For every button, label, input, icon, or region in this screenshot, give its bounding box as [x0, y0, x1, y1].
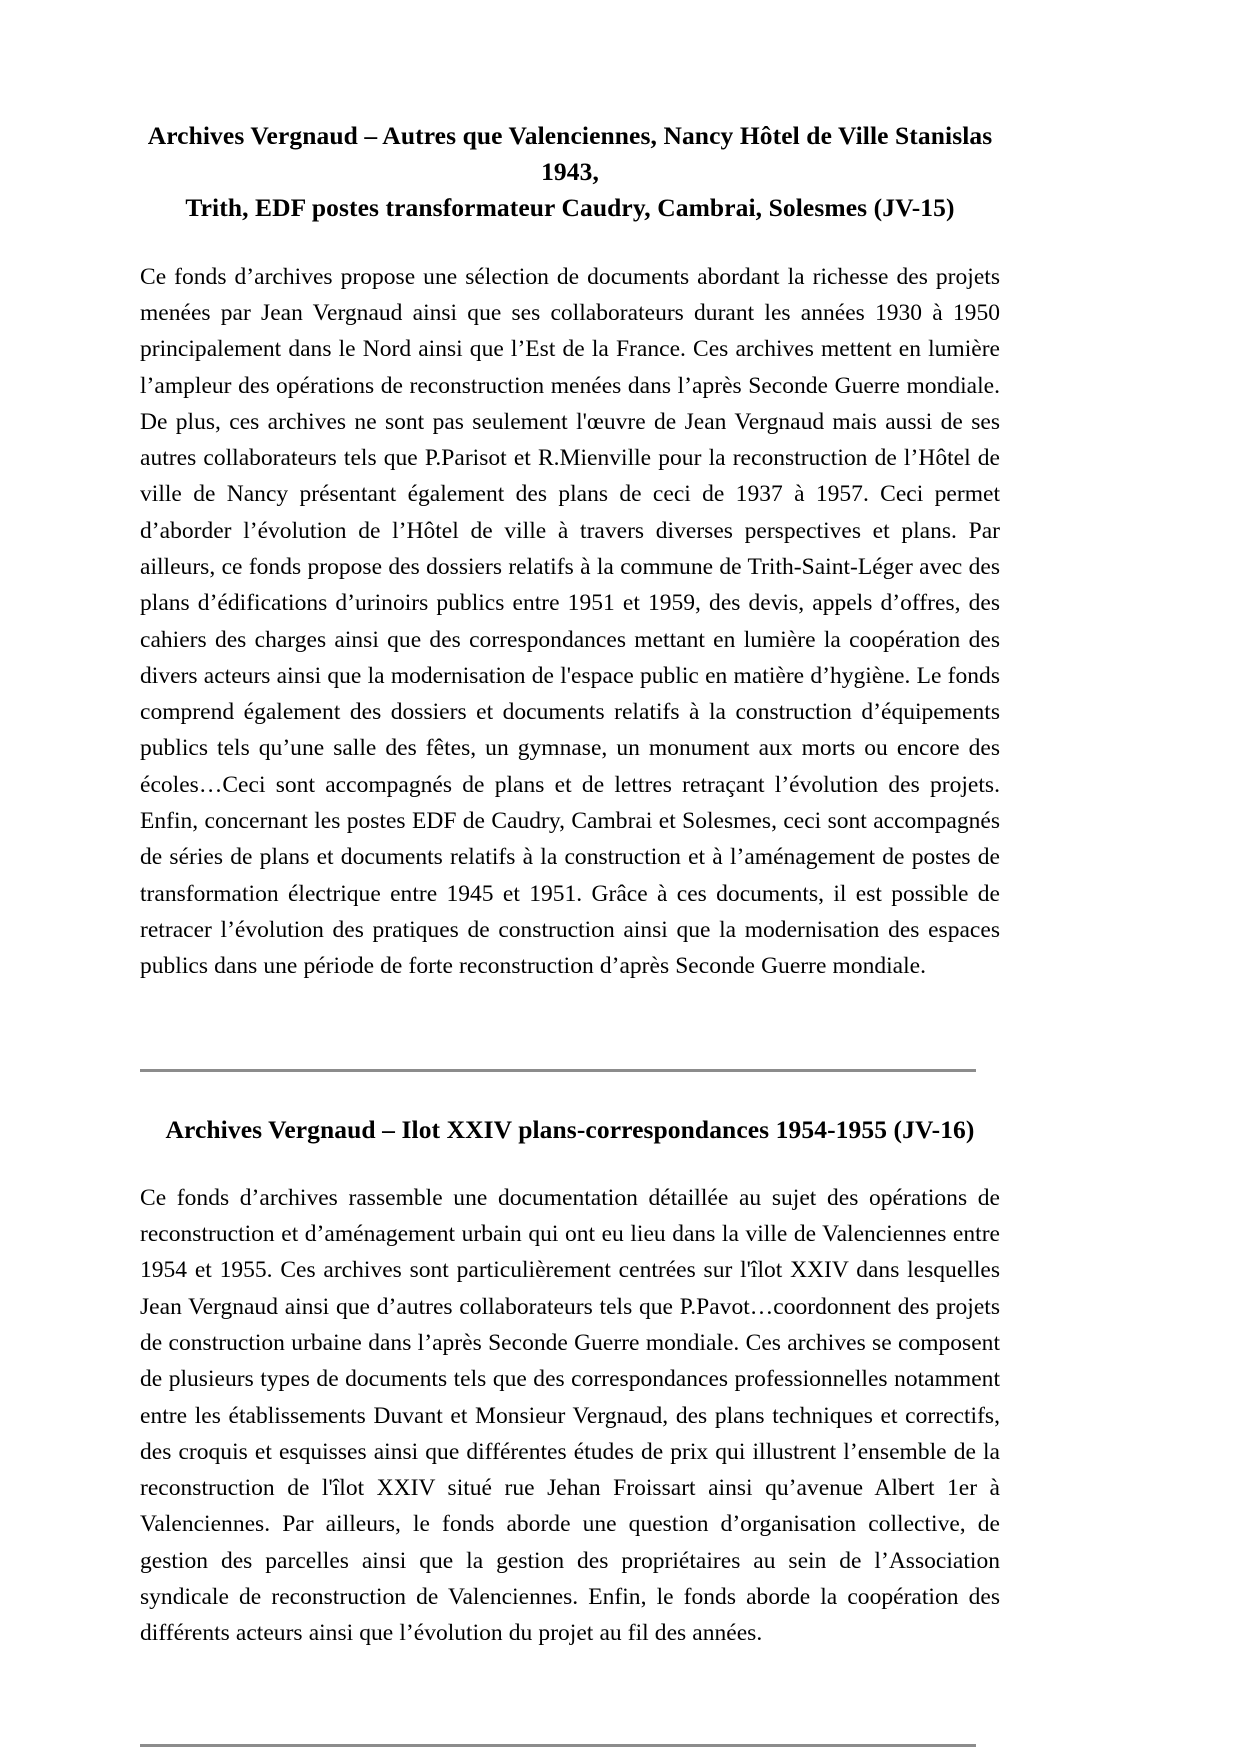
- section-title-line-1: Archives Vergnaud – Autres que Valenciennes, Nancy Hôtel de Ville Stanislas 1943,: [147, 121, 993, 187]
- section-jv-16: [140, 1112, 1000, 1652]
- section-body-jv-15: Ce fonds d’archives propose une sélection de documents abordant la richesse des projets menées par Jean Vergnaud ainsi que ses collaborateurs durant les années 1930 à 1950 principalement dans le Nord ainsi que l’Est de la France. Ces archives mettent en lumière l’ampleur des opérations de reconstruction menées dans l’après Seconde Guerre mondiale. De plus, ces archives ne sont pas seulement l'œuvre de Jean Vergnaud mais aussi de ses autres collaborateurs tels que P.Parisot et R.Mienville pour la reconstruction de l’Hôtel de ville de Nancy présentant également des plans de ceci de 1937 à 1957. Ceci permet d’aborder l’évolution de l’Hôtel de ville à travers diverses perspectives et plans. Par ailleurs, ce fonds propose des dossiers relatifs à la commune de Trith-Saint-Léger avec des plans d’édifications d’urinoirs publics entre 1951 et 1959, des devis, appels d’offres, des cahiers des charges ainsi que des correspondances mettant en lumière la coopération des divers acteurs ainsi que la modernisation de l'espace public en matière d’hygiène. Le fonds comprend également des dossiers et documents relatifs à la construction d’équipements publics tels qu’une salle des fêtes, un gymnase, un monument aux morts ou encore des écoles…Ceci sont accompagnés de plans et de lettres retraçant l’évolution des projets. Enfin, concernant les postes EDF de Caudry, Cambrai et Solesmes, ceci sont accompagnés de séries de plans et documents relatifs à la construction et à l’aménagement de postes de transformation électrique entre 1945 et 1951. Grâce à ces documents, il est possible de retracer l’évolution des pratiques de construction ainsi que la modernisation des espaces publics dans une période de forte reconstruction d’après Seconde Guerre mondiale.: [140, 263, 1000, 980]
- spacer-after-section-1: [140, 985, 1102, 1069]
- section-title-jv-15: [140, 118, 1000, 227]
- section-jv-15: [140, 118, 1000, 985]
- section-title-line-1: Archives Vergnaud – Ilot XXIV plans-correspondances 1954-1955 (JV-16): [165, 1114, 975, 1144]
- section-title-line-2: Trith, EDF postes transformateur Caudry, Cambrai, Solesmes (JV-15): [185, 193, 955, 223]
- section-title-jv-16: [140, 1112, 1000, 1148]
- spacer-after-divider-1: [140, 1072, 1102, 1112]
- section-body-jv-16: Ce fonds d’archives rassemble une documentation détaillée au sujet des opérations de reconstruction et d’aménagement urbain qui ont eu lieu dans la ville de Valenciennes entre 1954 et 1955. Ces archives sont particulièrement centrées sur l'îlot XXIV dans lesquelles Jean Vergnaud ainsi que d’autres collaborateurs tels que P.Pavot…coordonnent des projets de construction urbaine dans l’après Seconde Guerre mondiale. Ces archives se composent de plusieurs types de documents tels que des correspondances professionnelles notamment entre les établissements Duvant et Monsieur Vergnaud, des plans techniques et correctifs, des croquis et esquisses ainsi que différentes études de prix qui illustrent l’ensemble de la reconstruction de l'îlot XXIV situé rue Jehan Froissart ainsi qu’avenue Albert 1er à Valenciennes. Par ailleurs, le fonds aborde une question d’organisation collective, de gestion des parcelles ainsi que la gestion des propriétaires au sein de l’Association syndicale de reconstruction de Valenciennes. Enfin, le fonds aborde la coopération des différents acteurs ainsi que l’évolution du projet au fil des années.: [140, 1184, 1000, 1647]
- section-divider-2: [140, 1744, 976, 1747]
- spacer-after-section-2: [140, 1652, 1102, 1744]
